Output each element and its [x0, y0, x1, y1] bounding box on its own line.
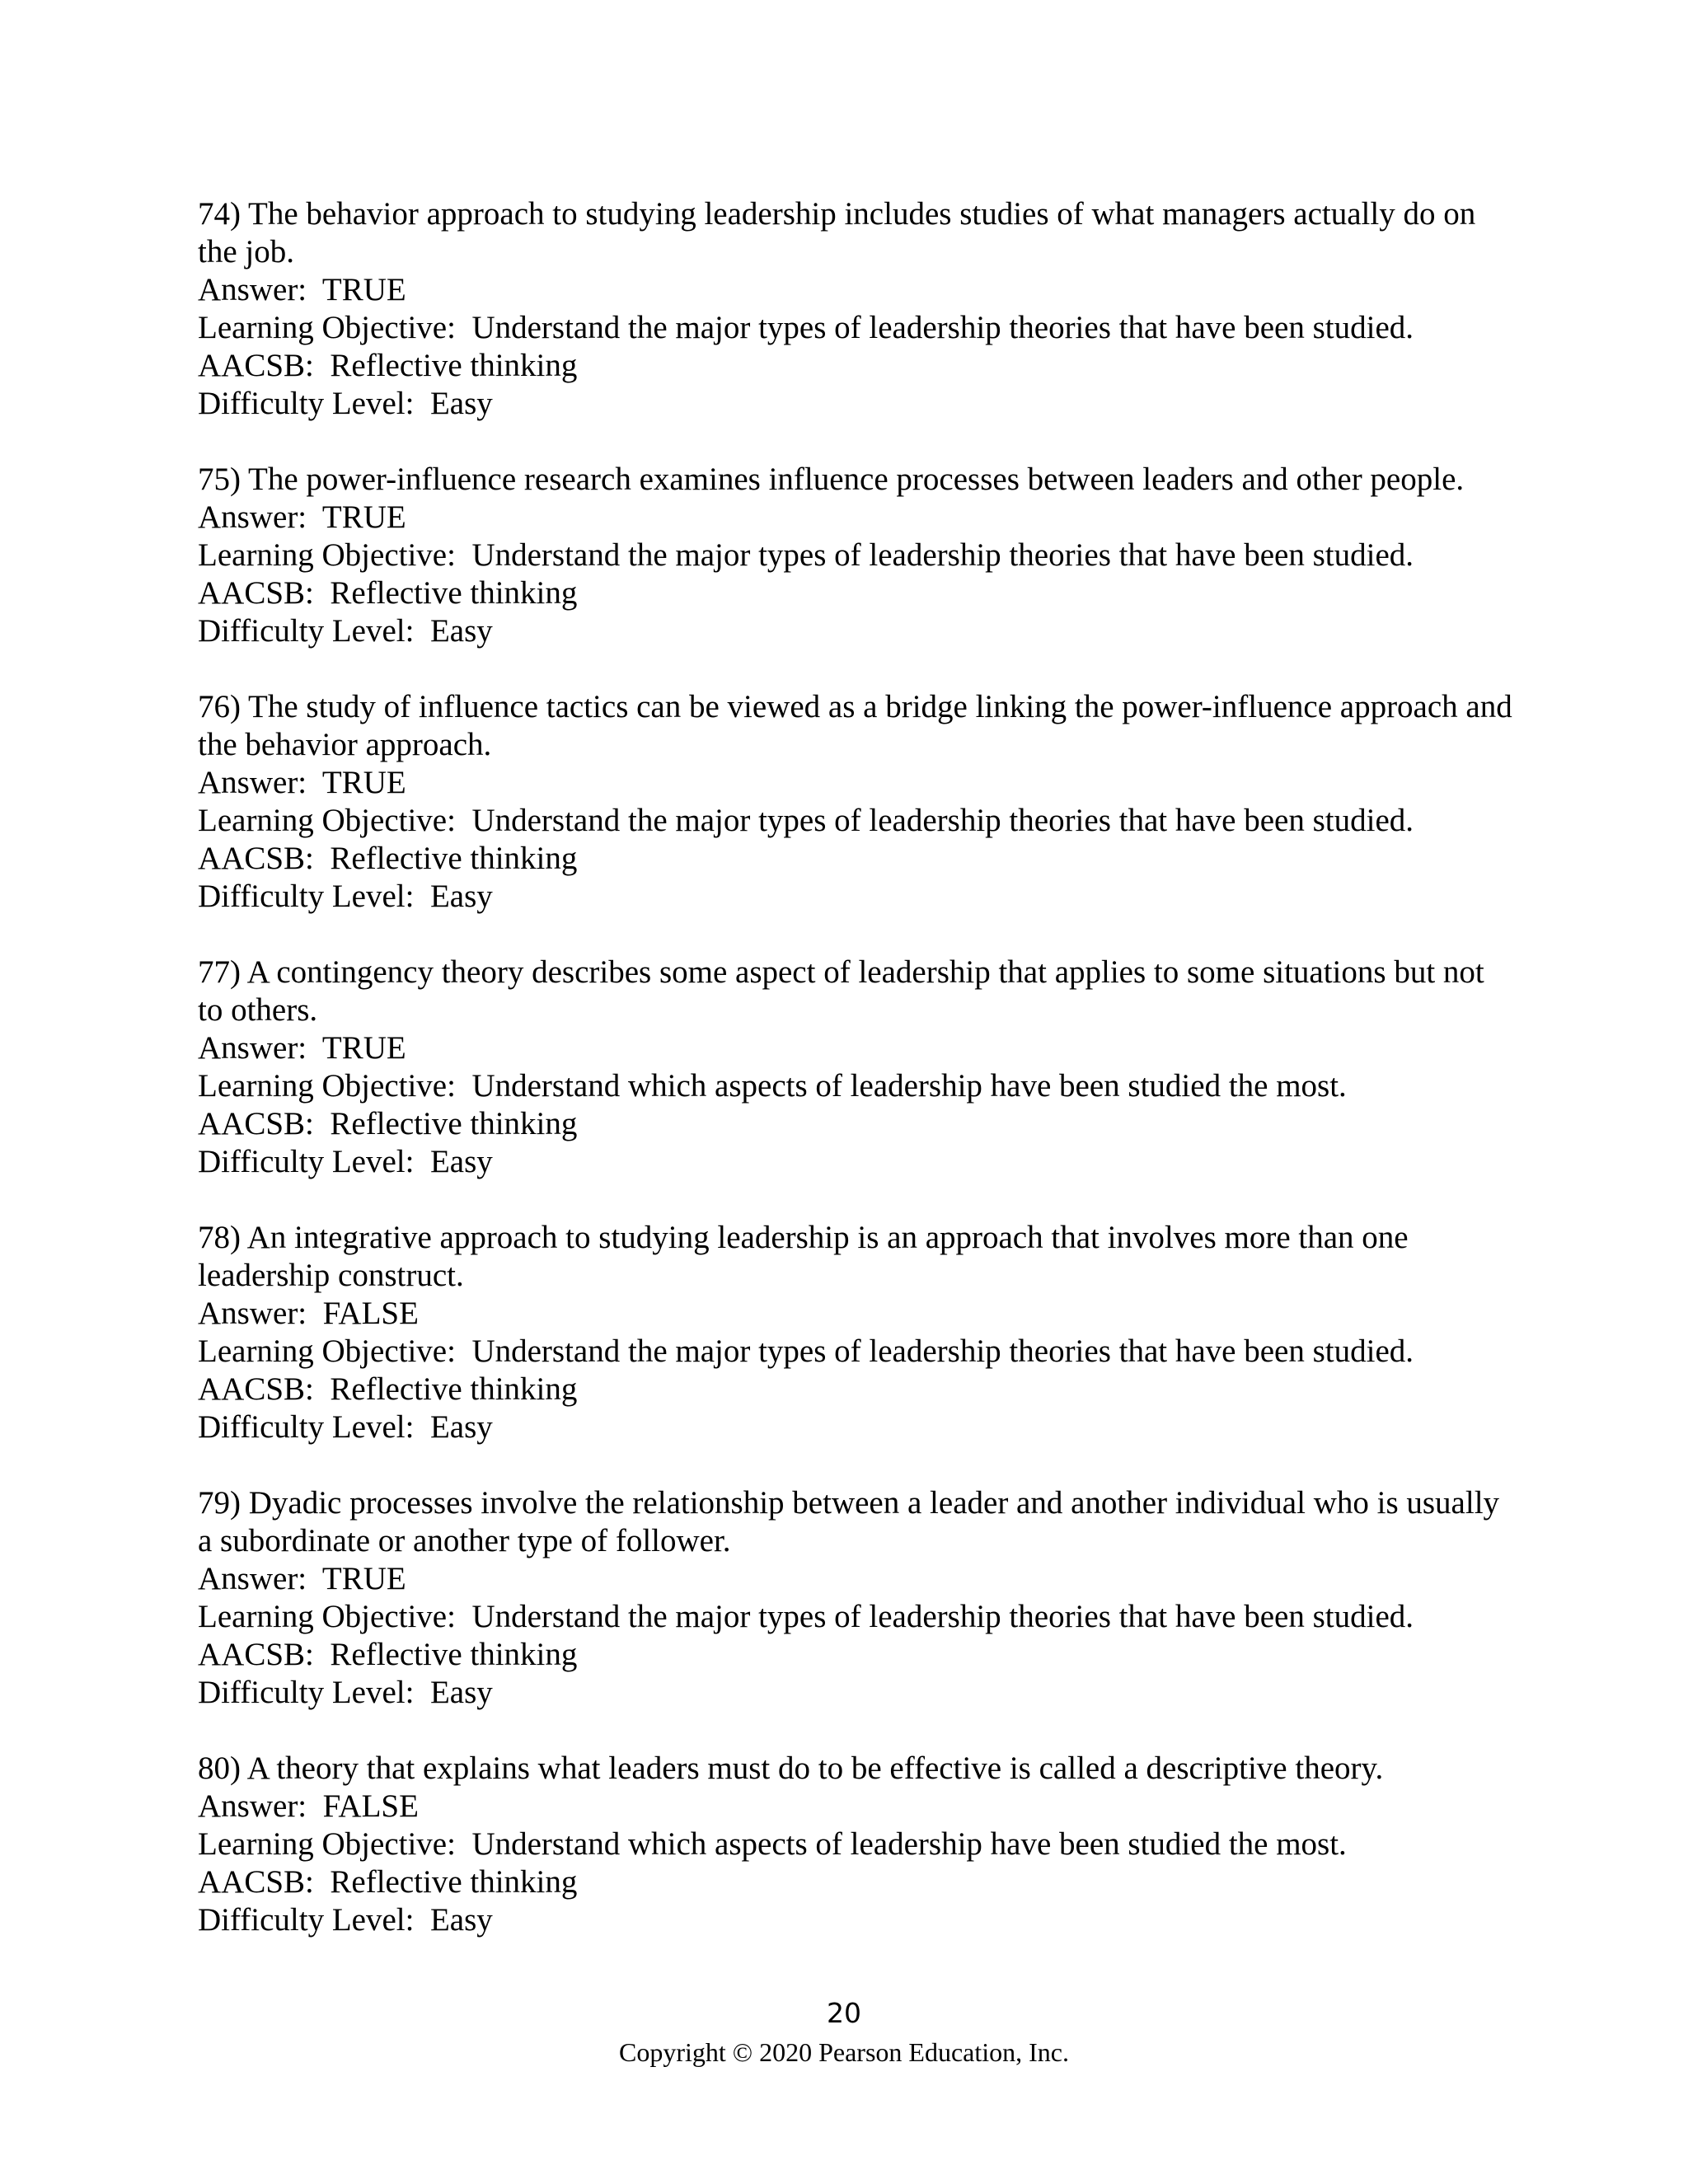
question-answer: Answer: TRUE — [198, 765, 406, 800]
question-list — [198, 195, 1521, 1939]
aacsb-tag: AACSB: Reflective thinking — [198, 575, 578, 611]
question-prompt: 80) A theory that explains what leaders must do to be effective is called a descriptive theory. — [198, 1750, 1384, 1786]
difficulty-level: Difficulty Level: Easy — [198, 1409, 493, 1445]
question-78 — [198, 1219, 1517, 1446]
aacsb-tag: AACSB: Reflective thinking — [198, 1864, 578, 1900]
question-80 — [198, 1750, 1517, 1939]
question-prompt: 74) The behavior approach to studying leadership includes studies of what managers actually do on the job. — [198, 196, 1484, 269]
page-number: 20 — [827, 1997, 861, 2029]
aacsb-tag: AACSB: Reflective thinking — [198, 348, 578, 383]
learning-objective: Learning Objective: Understand the major types of leadership theories that have been studied. — [198, 1599, 1414, 1634]
question-prompt: 75) The power-influence research examines influence processes between leaders and other people. — [198, 462, 1465, 497]
learning-objective: Learning Objective: Understand the major types of leadership theories that have been studied. — [198, 310, 1414, 345]
aacsb-tag: AACSB: Reflective thinking — [198, 1371, 578, 1407]
question-77 — [198, 954, 1517, 1181]
question-answer: Answer: TRUE — [198, 499, 406, 535]
learning-objective: Learning Objective: Understand which aspects of leadership have been studied the most. — [198, 1826, 1347, 1862]
aacsb-tag: AACSB: Reflective thinking — [198, 1637, 578, 1672]
question-prompt: 79) Dyadic processes involve the relationship between a leader and another individual who is usually a subordinate or another type of follower. — [198, 1485, 1507, 1558]
question-answer: Answer: FALSE — [198, 1296, 419, 1331]
learning-objective: Learning Objective: Understand the major types of leadership theories that have been studied. — [198, 803, 1414, 838]
question-answer: Answer: TRUE — [198, 1030, 406, 1066]
learning-objective: Learning Objective: Understand which aspects of leadership have been studied the most. — [198, 1068, 1347, 1104]
learning-objective: Learning Objective: Understand the major types of leadership theories that have been studied. — [198, 1333, 1414, 1369]
difficulty-level: Difficulty Level: Easy — [198, 1144, 493, 1179]
difficulty-level: Difficulty Level: Easy — [198, 1675, 493, 1710]
difficulty-level: Difficulty Level: Easy — [198, 1902, 493, 1938]
copyright-notice: Copyright © 2020 Pearson Education, Inc. — [619, 2037, 1069, 2067]
question-prompt: 78) An integrative approach to studying leadership is an approach that involves more than one leadership construct. — [198, 1220, 1417, 1293]
question-74 — [198, 195, 1517, 423]
aacsb-tag: AACSB: Reflective thinking — [198, 841, 578, 876]
question-answer: Answer: TRUE — [198, 272, 406, 307]
question-answer: Answer: FALSE — [198, 1788, 419, 1824]
difficulty-level: Difficulty Level: Easy — [198, 386, 493, 421]
learning-objective: Learning Objective: Understand the major types of leadership theories that have been studied. — [198, 537, 1414, 573]
question-prompt: 76) The study of influence tactics can be viewed as a bridge linking the power-influence approach and the behavior approach. — [198, 689, 1521, 762]
question-79 — [198, 1484, 1517, 1712]
question-76 — [198, 688, 1521, 916]
aacsb-tag: AACSB: Reflective thinking — [198, 1106, 578, 1141]
question-answer: Answer: TRUE — [198, 1561, 406, 1596]
difficulty-level: Difficulty Level: Easy — [198, 613, 493, 649]
question-prompt: 77) A contingency theory describes some aspect of leadership that applies to some situations but not to others. — [198, 954, 1493, 1028]
question-75 — [198, 461, 1517, 650]
difficulty-level: Difficulty Level: Easy — [198, 879, 493, 914]
